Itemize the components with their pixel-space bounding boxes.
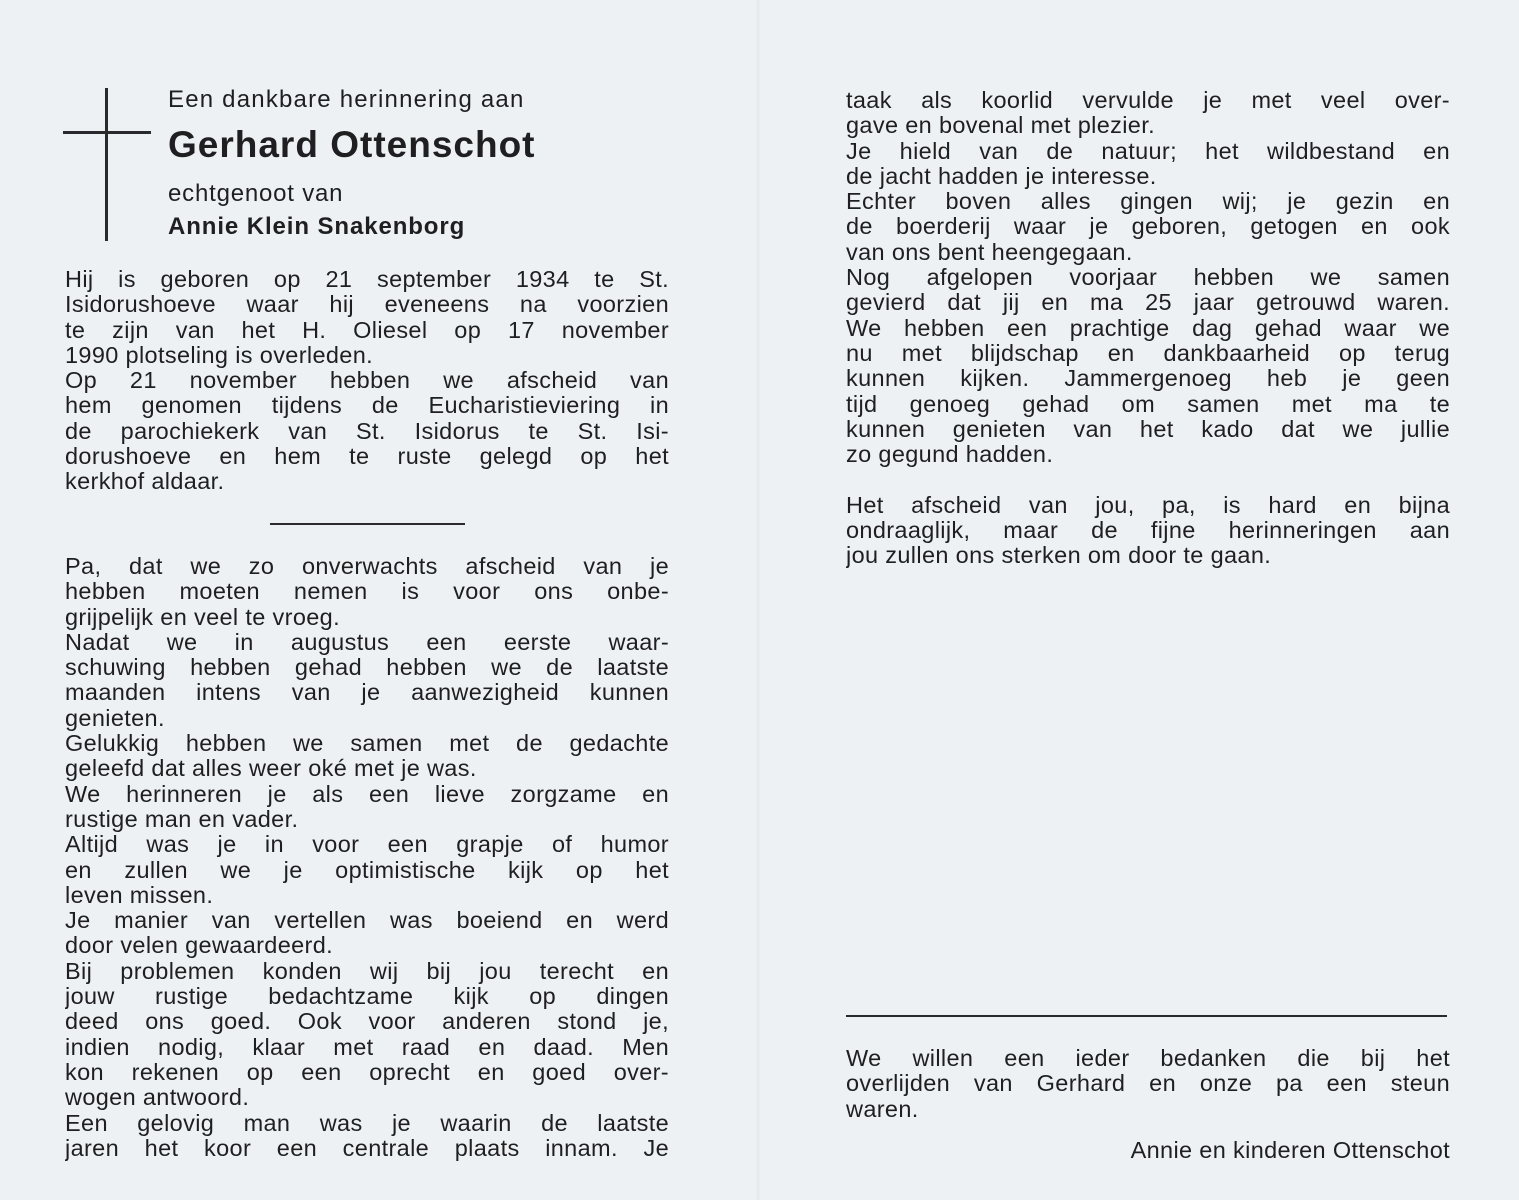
text-line: We willen een ieder bedanken die bij het (846, 1046, 1450, 1071)
tribute-text-left (65, 554, 669, 1161)
spouse-label: echtgenoot van (168, 180, 344, 207)
text-line: te zijn van het H. Oliesel op 17 november (65, 317, 669, 343)
text-line: gave en bovenal met plezier. (846, 113, 1155, 139)
text-line: schuwing hebben gehad hebben we de laatste (65, 655, 669, 681)
text-line: door velen gewaardeerd. (65, 933, 334, 959)
text-line: maanden intens van je aanwezigheid kunnen (65, 680, 669, 706)
text-line: Nog afgelopen voorjaar hebben we samen (846, 265, 1450, 291)
divider-left (270, 523, 465, 525)
text-line: dorushoeve en hem te ruste gelegd op het (65, 444, 669, 470)
text-line: geleefd dat alles weer oké met je was. (65, 756, 477, 782)
text-line: jaren het koor een centrale plaats innam. Je (65, 1135, 669, 1161)
text-line: en zullen we je optimistische kijk op het (65, 857, 669, 883)
text-line: kunnen genieten van het kado dat we jullie (846, 416, 1450, 442)
text-line: leven missen. (65, 882, 214, 908)
cross-vertical-bar (105, 88, 108, 241)
text-line: ondraaglijk, maar de fijne herinneringen aan (846, 518, 1450, 544)
text-line: jou zullen ons sterken om door te gaan. (846, 543, 1272, 569)
text-line: gevierd dat jij en ma 25 jaar getrouwd waren. (846, 290, 1450, 316)
deceased-name: Gerhard Ottenschot (168, 124, 536, 165)
text-line: genieten. (65, 705, 165, 731)
intro-text: Een dankbare herinnering aan (168, 86, 525, 113)
text-line: Pa, dat we zo onverwachts afscheid van je (65, 554, 669, 579)
text-line: van ons bent heengegaan. (846, 239, 1133, 265)
text-line: kon rekenen op een oprecht en goed over- (65, 1059, 669, 1085)
text-line: Op 21 november hebben we afscheid van (65, 368, 669, 394)
text-line: Gelukkig hebben we samen met de gedachte (65, 731, 669, 757)
text-line: Het afscheid van jou, pa, is hard en bijna (846, 492, 1450, 518)
text-line: Je manier van vertellen was boeiend en werd (65, 908, 669, 934)
tribute-text-right (846, 88, 1450, 569)
text-line: Nadat we in augustus een eerste waar- (65, 629, 669, 655)
text-line: de parochiekerk van St. Isidorus te St. Isi- (65, 418, 669, 444)
divider-right (846, 1015, 1447, 1017)
text-line: deed ons goed. Ook voor anderen stond je, (65, 1009, 669, 1035)
text-line: grijpelijk en veel te vroeg. (65, 604, 340, 630)
text-line: Isidorushoeve waar hij eveneens na voorzien (65, 292, 669, 318)
text-line: zo gegund hadden. (846, 442, 1054, 468)
signature: Annie en kinderen Ottenschot (1130, 1138, 1450, 1163)
spouse-name: Annie Klein Snakenborg (168, 213, 466, 240)
text-line: nu met blijdschap en dankbaarheid op terug (846, 340, 1450, 366)
text-line: Bij problemen konden wij bij jou terecht en (65, 958, 669, 984)
text-line: overlijden van Gerhard en onze pa een steun (846, 1071, 1450, 1097)
text-line: 1990 plotseling is overleden. (65, 342, 374, 368)
text-line: wogen antwoord. (65, 1085, 250, 1111)
text-line: Altijd was je in voor een grapje of humor (65, 832, 669, 858)
biography-paragraph (65, 267, 669, 495)
paragraph-gap (846, 467, 1450, 492)
text-line: We herinneren je als een lieve zorgzame en (65, 781, 669, 807)
text-line: Je hield van de natuur; het wildbestand en (846, 138, 1450, 164)
text-line: rustige man en vader. (65, 806, 299, 832)
text-line: Een gelovig man was je waarin de laatste (65, 1110, 669, 1136)
card-fold (755, 0, 761, 1200)
text-line: Hij is geboren op 21 september 1934 te St. (65, 267, 669, 292)
cross-horizontal-bar (63, 131, 151, 134)
text-line: de jacht hadden je interesse. (846, 163, 1157, 189)
text-line: hem genomen tijdens de Eucharistieviering in (65, 393, 669, 419)
text-line: de boerderij waar je geboren, getogen en ook (846, 214, 1450, 240)
text-line: taak als koorlid vervulde je met veel over- (846, 88, 1450, 113)
signature-block (846, 1138, 1450, 1163)
text-line: We hebben een prachtige dag gehad waar we (846, 315, 1450, 341)
text-line: hebben moeten nemen is voor ons onbe- (65, 579, 669, 605)
text-line: kunnen kijken. Jammergenoeg heb je geen (846, 366, 1450, 392)
thanks-paragraph (846, 1046, 1450, 1122)
text-line: jouw rustige bedachtzame kijk op dingen (65, 984, 669, 1010)
text-line: Echter boven alles gingen wij; je gezin en (846, 189, 1450, 215)
text-line: waren. (846, 1096, 919, 1122)
text-line: tijd genoeg gehad om samen met ma te (846, 391, 1450, 417)
text-line: kerkhof aldaar. (65, 469, 225, 495)
text-line: indien nodig, klaar met raad en daad. Men (65, 1034, 669, 1060)
